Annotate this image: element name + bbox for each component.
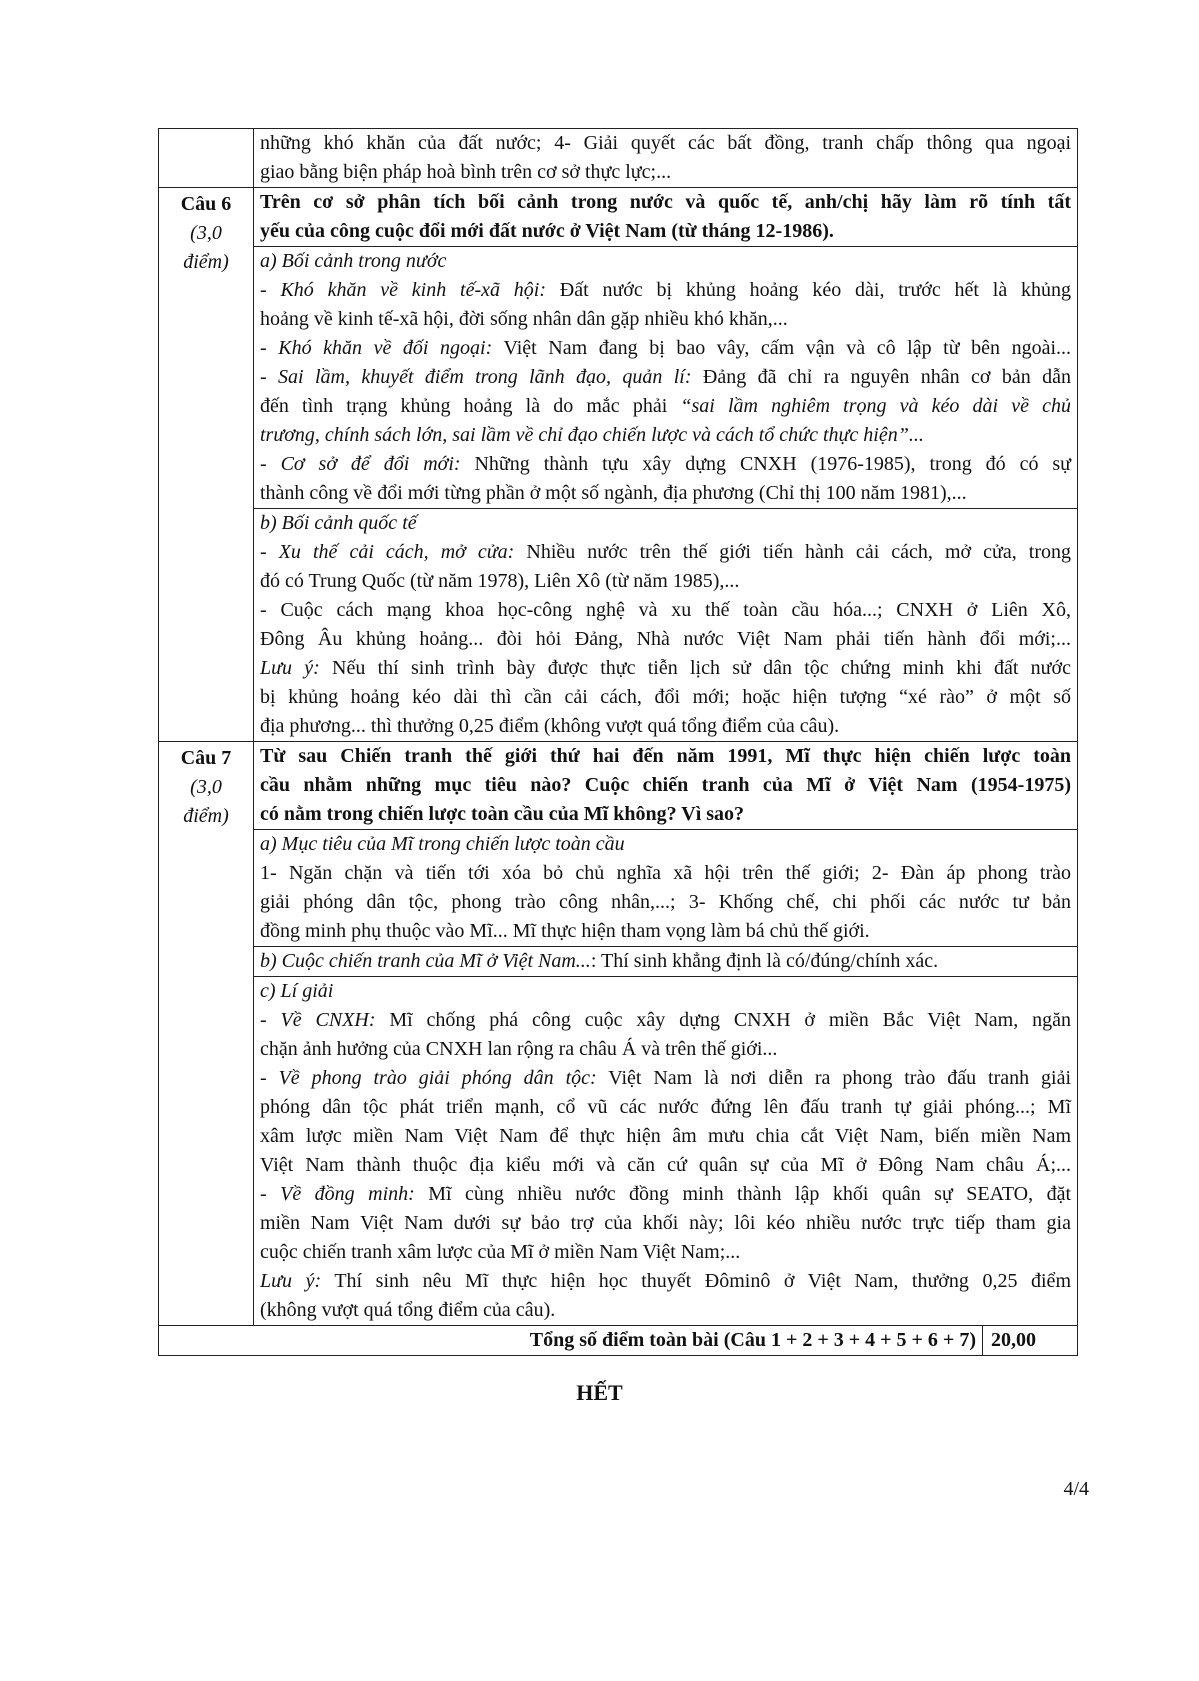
text-line (260, 392, 1071, 421)
q6-label-cell (159, 188, 254, 742)
text-line (260, 567, 1071, 596)
item-text: Mĩ chống phá công cuộc xây dựng CNXH ở miền Bắc Việt Nam, ngăn (375, 1009, 1071, 1031)
end-marker: HẾT (576, 1380, 623, 1405)
continuation-row (159, 129, 1078, 188)
item-text: : Thí sinh khẳng định là có/đúng/chính xác. (590, 950, 939, 972)
text-line (260, 1035, 1071, 1064)
text-line (260, 1064, 1071, 1093)
item-text: miền Nam Việt Nam dưới sự bảo trợ của khối này; lôi kéo nhiều nước trực tiếp tham gia (260, 1212, 1071, 1234)
question-line: cầu nhằm những mục tiêu nào? Cuộc chiến tranh của Mĩ ở Việt Nam (1954-1975) (260, 774, 1071, 796)
q7-section-b (254, 947, 1078, 977)
item-text: Đất nước bị khủng hoảng kéo dài, trước hết là khủng (546, 279, 1071, 301)
question-line: có nằm trong chiến lược toàn cầu của Mĩ không? Vì sao? (260, 803, 745, 825)
note-lead: Lưu ý: (260, 1270, 322, 1292)
text-line: 1- Ngăn chặn và tiến tới xóa bỏ chủ nghĩa xã hội trên thế giới; 2- Đàn áp phong trào (260, 862, 1071, 884)
text-line (260, 654, 1071, 683)
item-text: Đông Âu khủng hoảng... đòi hỏi Đảng, Nhà nước Việt Nam phải tiến hành đổi mới;... (260, 628, 1071, 650)
q7-number: Câu 7 (180, 747, 232, 769)
item-text: Nhiều nước trên thế giới tiến hành cải cách, mở cửa, trong (514, 541, 1071, 563)
text-line (260, 1180, 1071, 1209)
q7-section-b-row (159, 947, 1078, 977)
item-lead: - Khó khăn về kinh tế-xã hội: (260, 279, 546, 301)
section-title: a) Bối cảnh trong nước (260, 250, 447, 272)
item-text: Việt Nam là nơi diễn ra phong trào đấu tranh giải (596, 1067, 1071, 1089)
item-lead: - Sai lầm, khuyết điểm trong lãnh đạo, quản lí: (260, 366, 692, 388)
item-text: Mĩ cùng nhiều nước đồng minh thành lập khối quân sự SEATO, đặt (414, 1183, 1072, 1205)
q7-label-cell (159, 742, 254, 1326)
item-text: Những thành tựu xây dựng CNXH (1976-1985), trong đó có sự (460, 453, 1071, 475)
q6-section-a-row (159, 247, 1078, 509)
section-title: c) Lí giải (260, 980, 334, 1002)
item-lead: - Về đồng minh: (260, 1183, 415, 1205)
q7-section-a (254, 830, 1078, 947)
q6-question (254, 188, 1078, 247)
text-line (260, 305, 1071, 334)
item-text: Đảng đã chỉ ra nguyên nhân cơ bản dẫn (691, 366, 1071, 388)
text-line: giao bằng biện pháp hoà bình trên cơ sở thực lực;... (260, 161, 672, 183)
question-line: Từ sau Chiến tranh thế giới thứ hai đến năm 1991, Mĩ thực hiện chiến lược toàn (260, 745, 1071, 767)
q6-section-b (254, 509, 1078, 742)
text-line (260, 334, 1071, 363)
text-line (260, 596, 1071, 625)
total-label: Tổng số điểm toàn bài (Câu 1 + 2 + 3 + 4 + 5 + 6 + 7) (529, 1329, 976, 1351)
q6-section-b-row (159, 509, 1078, 742)
text-line (260, 276, 1071, 305)
total-cell (159, 1326, 1078, 1356)
item-text: cuộc chiến tranh xâm lược của Mĩ ở miền Nam Việt Nam;... (260, 1241, 741, 1263)
question-line: Trên cơ sở phân tích bối cảnh trong nước và quốc tế, anh/chị hãy làm rõ tính tất (260, 191, 1071, 213)
item-text: (không vượt quá tổng điểm của câu). (260, 1299, 556, 1321)
section-title: b) Cuộc chiến tranh của Mĩ ở Việt Nam... (260, 950, 591, 972)
continuation-content (254, 129, 1078, 188)
item-lead: - Về CNXH: (260, 1009, 376, 1031)
item-text: - Cuộc cách mạng khoa học-công nghệ và xu thế toàn cầu hóa...; CNXH ở Liên Xô, (260, 599, 1071, 621)
item-lead: - Xu thế cải cách, mở cửa: (260, 541, 515, 563)
q6-question-row (159, 188, 1078, 247)
q7-section-c-row (159, 977, 1078, 1326)
text-line (260, 1122, 1071, 1151)
text-line (260, 479, 1071, 508)
text-line (260, 683, 1071, 712)
item-text: Việt Nam đang bị bao vây, cấm vận và cô lập từ bên ngoài... (492, 337, 1072, 359)
text-line (260, 1151, 1071, 1180)
item-text: Nếu thí sinh trình bày được thực tiễn lịch sử dân tộc chứng minh khi đất nước (319, 657, 1071, 679)
text-line (260, 1093, 1071, 1122)
q7-question (254, 742, 1078, 830)
item-quote: “sai lầm nghiêm trọng và kéo dài về chủ (680, 395, 1071, 417)
text-line: đồng minh phụ thuộc vào Mĩ... Mĩ thực hiện tham vọng làm bá chủ thế giới. (260, 920, 870, 942)
text-line (260, 450, 1071, 479)
q6-number: Câu 6 (180, 193, 232, 215)
item-text: bị khủng hoảng kéo dài thì cần cải cách, đổi mới; hoặc hiện tượng “xé rào” ở một số (260, 686, 1071, 708)
item-lead: - Về phong trào giải phóng dân tộc: (260, 1067, 597, 1089)
question-line: yếu của công cuộc đổi mới đất nước ở Việt Nam (từ tháng 12-1986). (260, 220, 834, 242)
item-text: đó có Trung Quốc (từ năm 1978), Liên Xô (từ năm 1985),... (260, 570, 740, 592)
text-line: giải phóng dân tộc, phong trào công nhân,...; 3- Khống chế, chi phối các nước tư bản (260, 891, 1071, 913)
text-line (260, 1238, 1071, 1267)
item-text: Việt Nam thành thuộc địa kiểu mới và căn cứ quân sự của Mĩ ở Đông Nam châu Á;... (260, 1154, 1071, 1176)
page-number: 4/4 (1063, 1478, 1089, 1500)
answer-table (158, 128, 1078, 1356)
q7-points-2: điểm) (183, 805, 229, 827)
q6-section-a (254, 247, 1078, 509)
text-line (260, 1209, 1071, 1238)
q7-points-1: (3,0 (190, 776, 222, 798)
total-row (159, 1326, 1078, 1356)
item-text: Thí sinh nêu Mĩ thực hiện học thuyết Đôminô ở Việt Nam, thưởng 0,25 điểm (321, 1270, 1071, 1292)
text-line (260, 947, 1071, 976)
total-score: 20,00 (982, 1326, 1069, 1355)
item-text: đến tình trạng khủng hoảng là do mắc phải (260, 395, 681, 417)
note-lead: Lưu ý: (260, 657, 320, 679)
text-line (260, 625, 1071, 654)
text-line (260, 538, 1071, 567)
item-text: xâm lược miền Nam Việt Nam để thực hiện âm mưu chia cắt Việt Nam, biến miền Nam (260, 1125, 1071, 1147)
item-lead: - Cơ sở để đổi mới: (260, 453, 461, 475)
text-line (260, 363, 1071, 392)
section-title: b) Bối cảnh quốc tế (260, 512, 417, 534)
item-text: thành công về đổi mới từng phần ở một số ngành, địa phương (Chỉ thị 100 năm 1981),... (260, 482, 967, 504)
text-line (260, 712, 1071, 741)
section-title: a) Mục tiêu của Mĩ trong chiến lược toàn cầu (260, 833, 625, 855)
text-line (260, 421, 1071, 450)
item-lead: - Khó khăn về đối ngoại: (260, 337, 493, 359)
text-line (260, 1267, 1071, 1296)
empty-question-cell (159, 129, 254, 188)
item-text: chặn ảnh hưởng của CNXH lan rộng ra châu Á và trên thế giới... (260, 1038, 778, 1060)
text-line (260, 1006, 1071, 1035)
item-text: hoảng về kinh tế-xã hội, đời sống nhân dân gặp nhiều khó khăn,... (260, 308, 788, 330)
q6-points-2: điểm) (183, 251, 229, 273)
q6-points-1: (3,0 (190, 222, 222, 244)
q7-section-a-row (159, 830, 1078, 947)
q7-section-c (254, 977, 1078, 1326)
text-line: những khó khăn của đất nước; 4- Giải quyết các bất đồng, tranh chấp thông qua ngoại (260, 132, 1071, 154)
q7-question-row (159, 742, 1078, 830)
item-quote: trương, chính sách lớn, sai lầm về chỉ đạo chiến lược và cách tổ chức thực hiện”... (260, 424, 924, 446)
item-text: địa phương... thì thưởng 0,25 điểm (không vượt quá tổng điểm của câu). (260, 715, 840, 737)
item-text: phóng dân tộc phát triển mạnh, cổ vũ các nước đứng lên đấu tranh tự giải phóng...; Mĩ (260, 1096, 1071, 1118)
text-line (260, 1296, 1071, 1325)
